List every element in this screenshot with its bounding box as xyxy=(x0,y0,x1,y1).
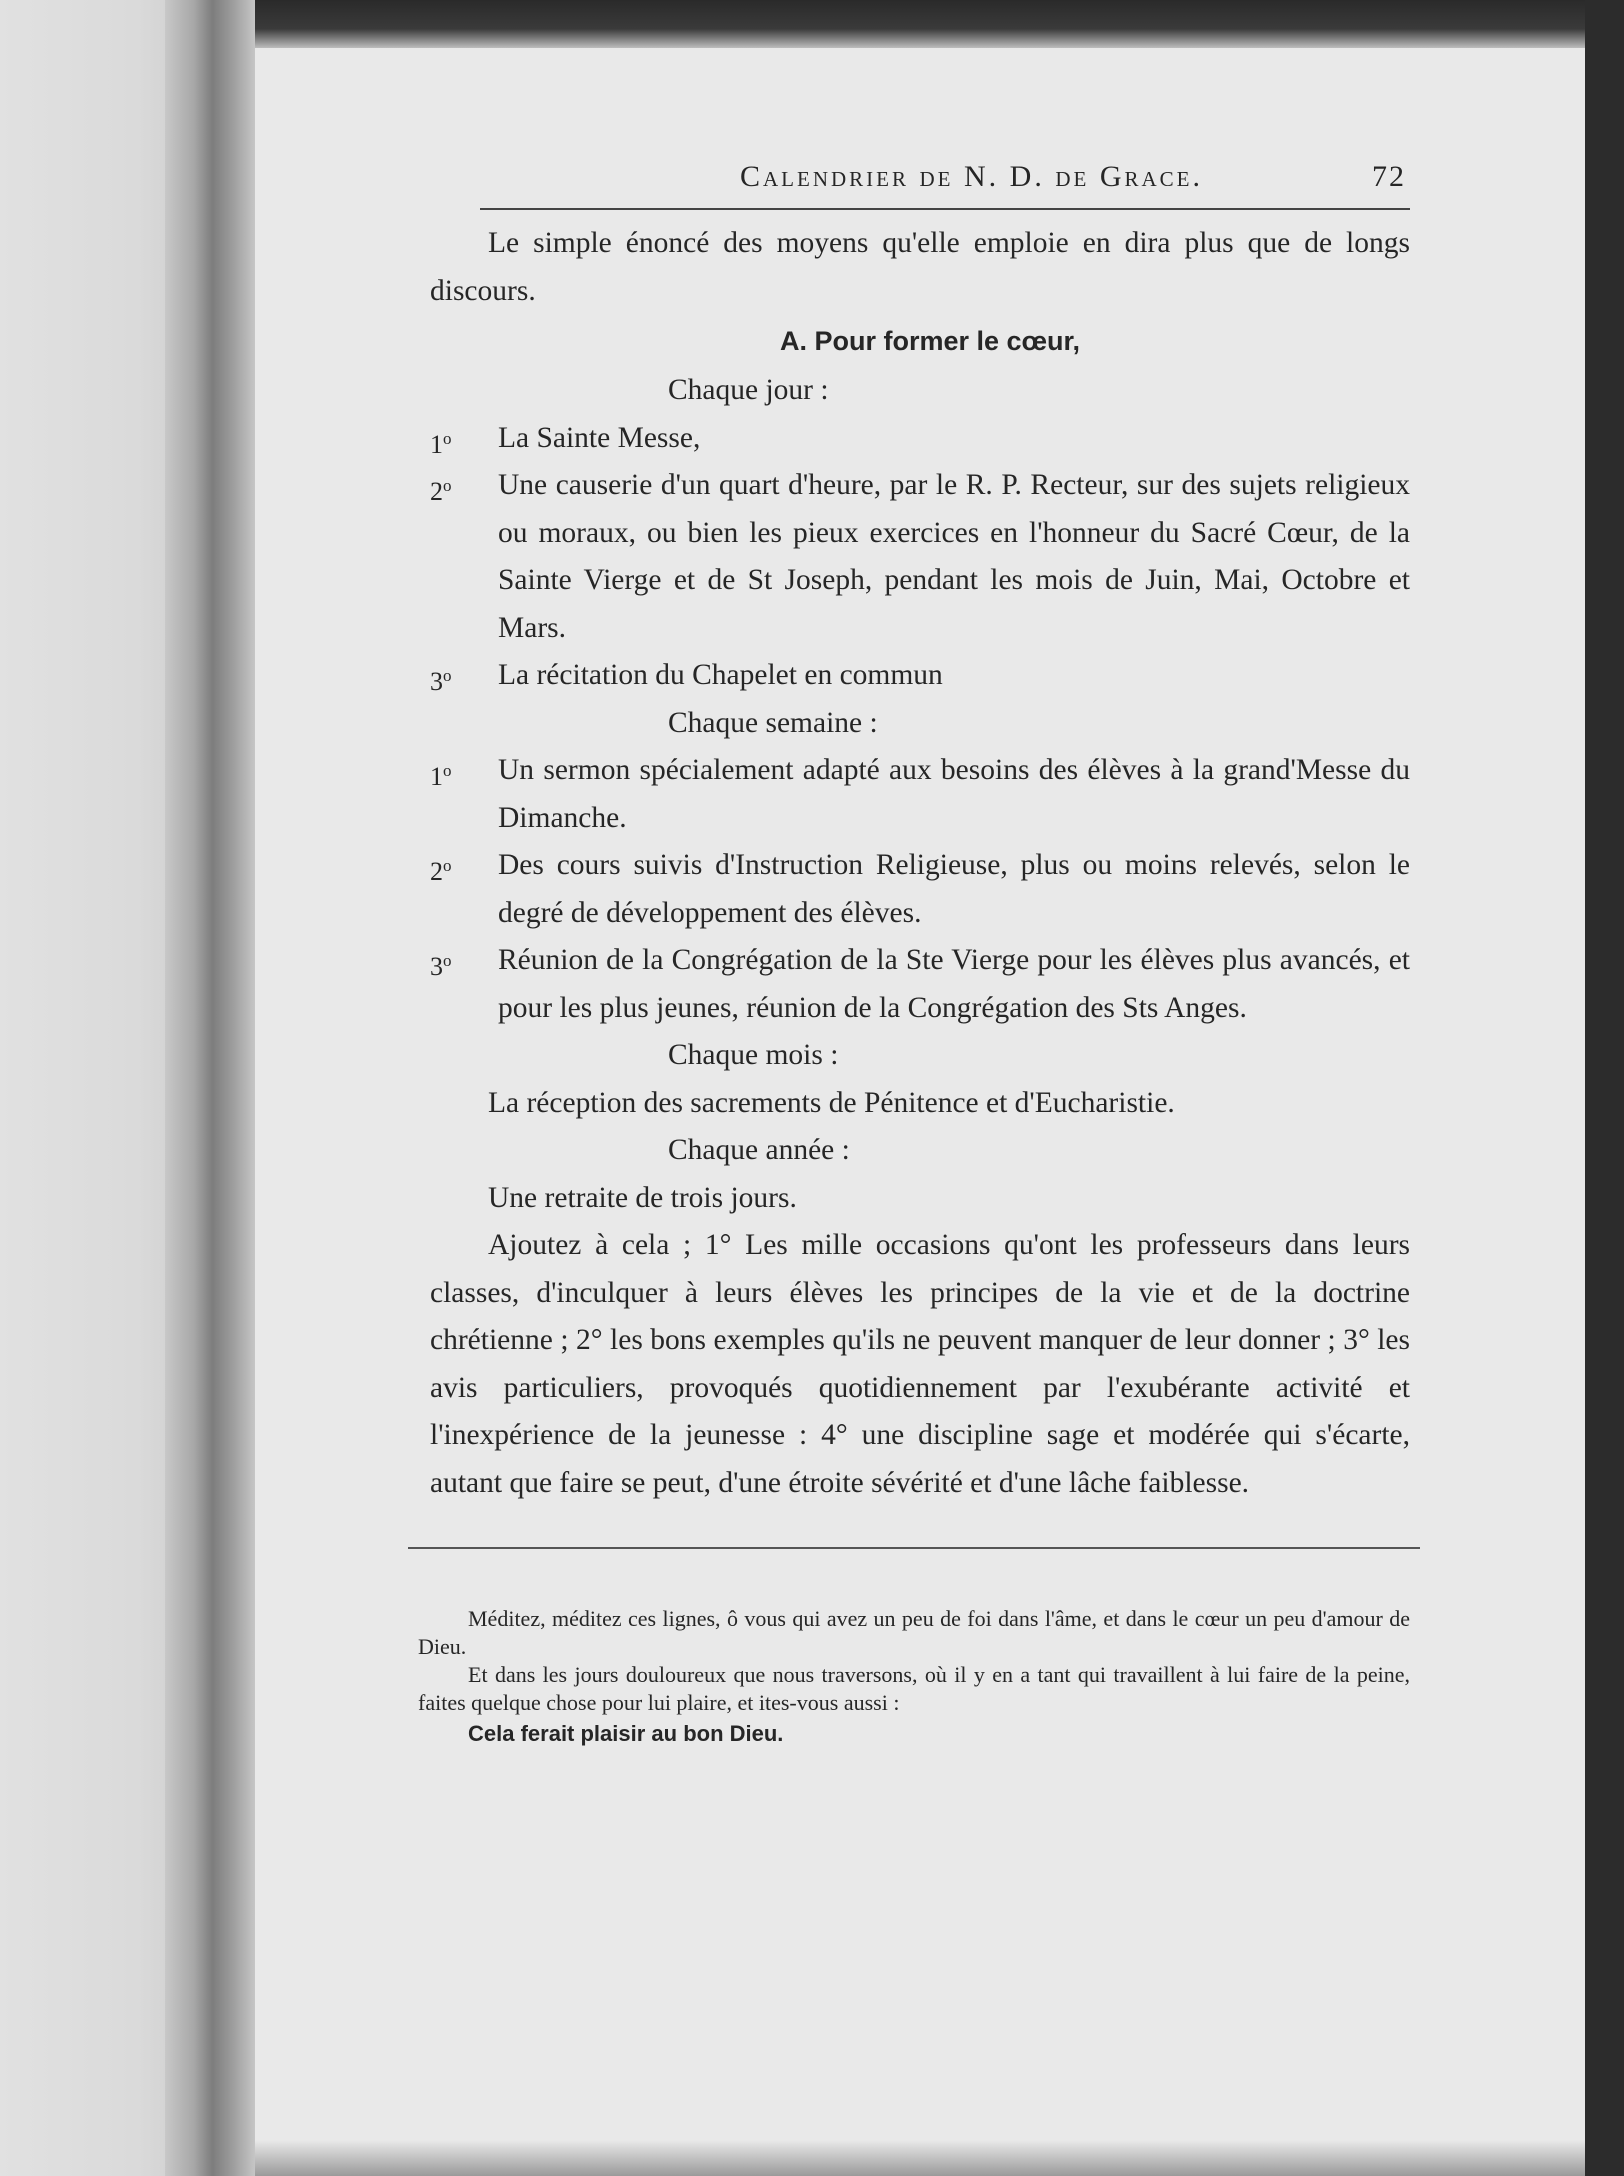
group-label-semaine: Chaque semaine : xyxy=(668,706,878,739)
book-gutter xyxy=(165,0,260,2176)
group-label-annee: Chaque année : xyxy=(668,1134,850,1166)
right-shadow xyxy=(1585,0,1624,2176)
list-item: 1$^o$ Un sermon spécialement adapté aux besoins des élèves à la grand'Messe du Dimanche. xyxy=(430,754,1410,834)
list-item: 2$^o$ Des cours suivis d'Instruction Religieuse, plus ou moins relevés, selon le degré de développement des élèves. xyxy=(430,849,1410,929)
body-text xyxy=(430,220,1410,1507)
section-heading: A. Pour former le cœur, xyxy=(779,326,1081,356)
list-item: 3$^o$ La récitation du Chapelet en commun xyxy=(430,659,943,696)
running-head-title: Calendrier de N. D. de Grace. xyxy=(740,160,1203,193)
footnote-paragraph-1: Méditez, méditez ces lignes, ô vous qui avez un peu de foi dans l'âme, et dans le cœur un peu d'amour de Dieu. xyxy=(418,1606,1410,1659)
bottom-shadow xyxy=(255,2140,1585,2176)
list-item: 2$^o$ Une causerie d'un quart d'heure, par le R. P. Recteur, sur des sujets religieux ou moraux, ou bien les pieux exercices en l'honneur du Sacré Cœur, de la Sainte Vierge et de St Joseph, pendant les mois de Juin, Mai, Octobre et Mars. xyxy=(430,469,1410,644)
page-number: 72 xyxy=(1372,160,1406,193)
footnote xyxy=(418,1605,1410,1751)
footnote-divider xyxy=(408,1547,1420,1549)
group-label-jour: Chaque jour : xyxy=(668,374,829,406)
top-shadow xyxy=(255,0,1585,48)
running-head xyxy=(480,160,1410,210)
closing-paragraph: Ajoutez à cela ; 1° Les mille occasions qu'ont les professeurs dans leurs classes, d'inculquer à leurs élèves les principes de la vie et de la doctrine chrétienne ; 2° les bons exemples qu'ils ne peuvent manquer de leur donner ; 3° les avis particuliers, provoqués quotidiennement par l'exubérante activité et l'inexpérience de la jeunesse : 4° une discipline sage et modérée qui s'écarte, autant que faire se peut, d'une étroite sévérité et d'une lâche faiblesse. xyxy=(430,1229,1410,1499)
footnote-emphasis: Cela ferait plaisir au bon Dieu. xyxy=(468,1721,784,1746)
group-label-mois: Chaque mois : xyxy=(668,1039,839,1071)
footnote-paragraph-2: Et dans les jours douloureux que nous traversons, où il y en a tant qui travaillent à lui faire de la peine, faites quelque chose pour lui plaire, et ites-vous aussi : xyxy=(418,1662,1410,1715)
annee-line: Une retraite de trois jours. xyxy=(488,1181,797,1214)
mois-line: La réception des sacrements de Pénitence et d'Eucharistie. xyxy=(488,1086,1175,1119)
list-item: 3$^o$ Réunion de la Congrégation de la Ste Vierge pour les élèves plus avancés, et pour les plus jeunes, réunion de la Congrégation des Sts Anges. xyxy=(430,944,1410,1024)
intro-paragraph: Le simple énoncé des moyens qu'elle emploie en dira plus que de longs discours. xyxy=(430,227,1410,307)
list-item: 1$^o$ La Sainte Messe, xyxy=(430,421,701,459)
page-content xyxy=(418,160,1410,1751)
